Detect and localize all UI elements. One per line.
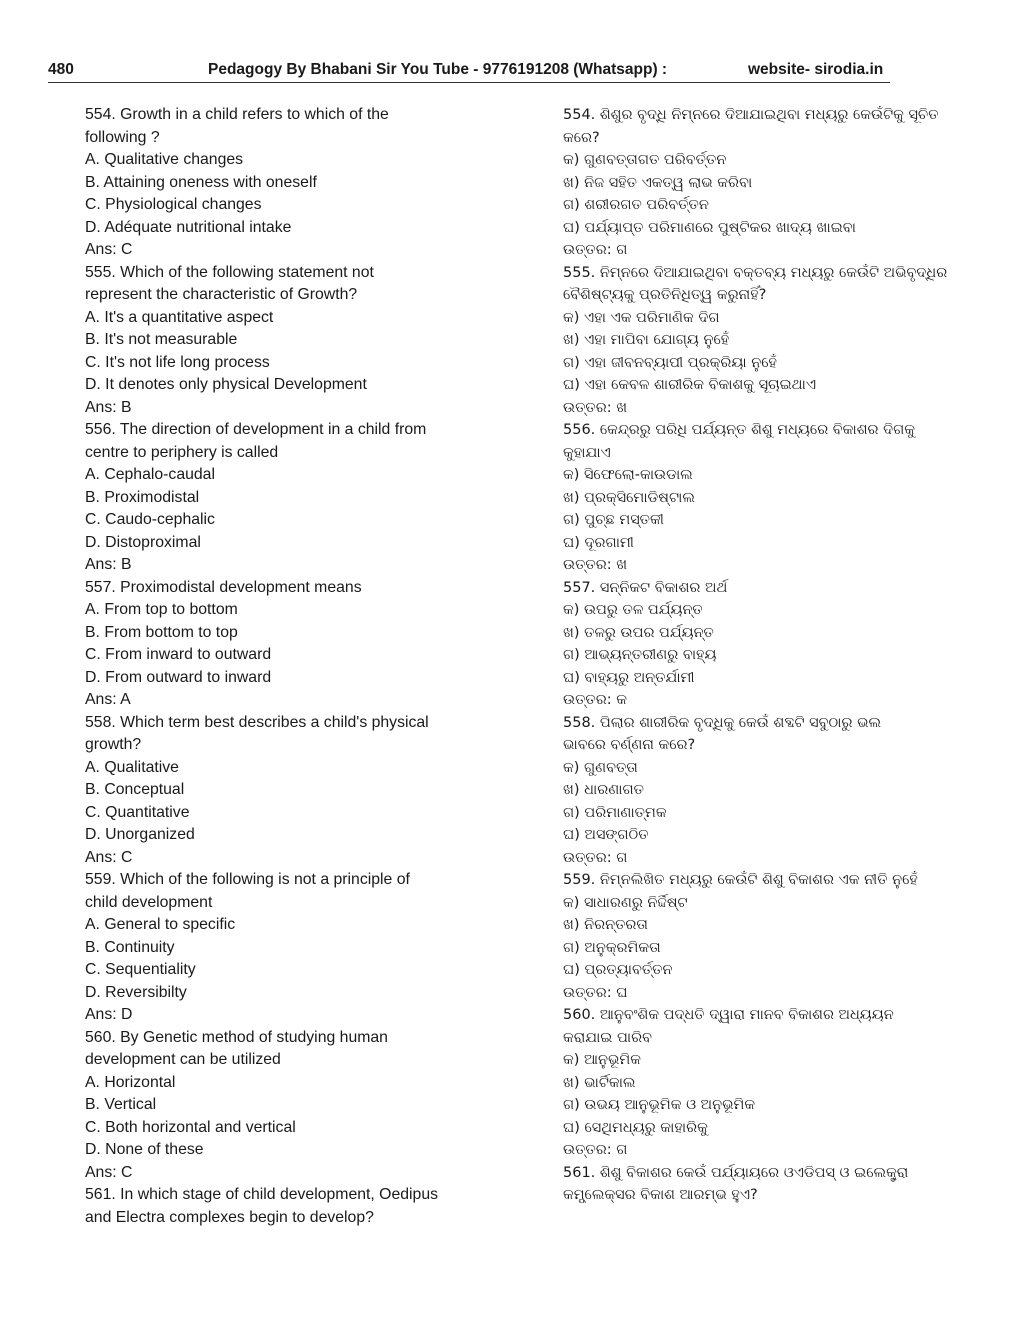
- english-text-line: represent the characteristic of Growth?: [85, 286, 358, 303]
- english-text-line: A. Qualitative changes: [85, 151, 244, 168]
- english-text-line: D. Unorganized: [85, 826, 195, 843]
- english-text-line: D. From outward to inward: [85, 668, 272, 686]
- english-text-line: 554. Growth in a child refers to which of the: [85, 106, 389, 123]
- odia-text-line: କମ୍ପ୍ଲେକ୍ସର ବିକାଶ ଆରମ୍ଭ ହୁଏ?: [563, 1187, 758, 1203]
- odia-text-line: କରାଯାଇ ପାରିବ: [563, 1029, 652, 1046]
- odia-text-line: 558. ପିଲାର ଶାରୀରିକ ବୃଦ୍ଧିକୁ କେଉଁ ଶବ୍ଦଟି ସବୁଠାରୁ ଭଲ: [563, 714, 882, 731]
- english-text-line: Ans: C: [85, 848, 133, 866]
- english-text-line: B. It's not measurable: [85, 331, 238, 348]
- english-text-line: Ans: C: [85, 241, 133, 258]
- english-text-line: B. Proximodistal: [85, 488, 200, 506]
- odia-text-line: ଭାବରେ ବର୍ଣ୍ଣନା କରେ?: [563, 737, 696, 753]
- english-text-line: centre to periphery is called: [85, 443, 279, 461]
- page-header: [48, 60, 890, 83]
- english-text-line: and Electra complexes begin to develop?: [85, 1208, 374, 1226]
- english-text-line: C. Caudo-cephalic: [85, 511, 215, 528]
- english-text-line: B. Vertical: [85, 1096, 157, 1113]
- odia-text-line: ଖ) ପ୍ରକ୍ସିମୋଡିଷ୍ଟାଲ: [563, 489, 695, 506]
- english-text-line: Ans: A: [85, 691, 131, 708]
- english-text-line: development can be utilized: [85, 1051, 281, 1068]
- odia-text-line: ଗ) ପୁଚ୍ଛ ମସ୍ତକୀ: [563, 512, 664, 528]
- english-text-line: A. General to specific: [85, 916, 236, 933]
- odia-text-line: ଖ) ଧାରଣାଗତ: [563, 782, 644, 798]
- odia-text-line: କ) ଆନୁଭୂମିକ: [563, 1052, 641, 1068]
- odia-text-line: ଖ) ତଳରୁ ଉପର ପର୍ଯ୍ୟନ୍ତ: [563, 624, 714, 641]
- odia-text-line: 557. ସନ୍ନିକଟ ବିକାଶର ଅର୍ଥ: [563, 579, 728, 596]
- odia-text-line: ବୈଶିଷ୍ଟ୍ୟକୁ ପ୍ରତିନିଧିତ୍ୱ କରୁନାହିଁ?: [563, 287, 767, 303]
- english-text-line: C. Both horizontal and vertical: [85, 1118, 296, 1136]
- odia-text-line: ଖ) ଭାର୍ଟିକାଲ: [563, 1074, 636, 1091]
- odia-text-line: 554. ଶିଶୁର ବୃଦ୍ଧି ନିମ୍ନରେ ଦିଆଯାଇଥିବା ମଧ୍ୟରୁ କେଉଁଟିକୁ ସୂଚିତ: [563, 107, 939, 123]
- english-text-line: C. Quantitative: [85, 803, 190, 821]
- odia-text-line: କ) ଉପରୁ ତଳ ପର୍ଯ୍ୟନ୍ତ: [563, 602, 703, 618]
- odia-text-line: ଖ) ନିରନ୍ତରତା: [563, 917, 648, 933]
- odia-text-line: ଗ) ଏହା ଜୀବନବ୍ୟାପୀ ପ୍ରକ୍ରିୟା ନୁହେଁ: [563, 354, 777, 371]
- english-column: [85, 104, 525, 1229]
- odia-text-line: ଖ) ନିଜ ସହିତ ଏକତ୍ୱ ଲାଭ କରିବା: [563, 174, 753, 191]
- english-text-line: A. Cephalo-caudal: [85, 466, 215, 483]
- odia-text-line: ଘ) ଏହା କେବଳ ଶାରୀରିକ ବିକାଶକୁ ସୂଚାଇଥାଏ: [563, 377, 817, 393]
- odia-text-line: 561. ଶିଶୁ ବିକାଶର କେଉଁ ପର୍ଯ୍ୟାୟରେ ଓଏଡିପସ୍ ଓ ଇଲେକ୍ଟ୍ରା: [563, 1164, 909, 1181]
- odia-text-line: ଉତ୍ତର: ଗ: [563, 242, 628, 258]
- english-text-line: Ans: B: [85, 398, 132, 416]
- odia-text-line: କ) ଏହା ଏକ ପରିମାଣିକ ଦିଗ: [563, 309, 720, 326]
- odia-text-line: କ) ସିଫେଲୋ-କାଉଡାଲ: [563, 467, 693, 483]
- english-text-line: growth?: [85, 736, 142, 753]
- english-text-line: A. Horizontal: [85, 1073, 176, 1091]
- english-text-line: following ?: [85, 128, 160, 146]
- odia-text-line: ଉତ୍ତର: ଗ: [563, 1142, 628, 1158]
- english-text-line: C. Physiological changes: [85, 196, 262, 213]
- odia-text-line: ଗ) ଉଭୟ ଆନୁଭୂମିକ ଓ ଅନୁଭୂମିକ: [563, 1097, 756, 1113]
- odia-text-line: ଘ) ପର୍ଯ୍ୟାପ୍ତ ପରିମାଣରେ ପୁଷ୍ଟିକର ଖାଦ୍ୟ ଖାଇବା: [563, 219, 856, 236]
- odia-text-line: ଉତ୍ତର: ଖ: [563, 557, 628, 573]
- english-text-line: A. From top to bottom: [85, 601, 238, 618]
- english-text-line: A. Qualitative: [85, 758, 179, 776]
- english-text-line: 559. Which of the following is not a principle of: [85, 871, 410, 888]
- odia-text-line: ଘ) ଦୂରଗାମୀ: [563, 534, 634, 551]
- odia-text-line: 559. ନିମ୍ନଲିଖିତ ମଧ୍ୟରୁ କେଉଁଟି ଶିଶୁ ବିକାଶର ଏକ ନୀତି ନୁହେଁ: [563, 872, 918, 888]
- odia-text-line: କ) ସାଧାରଣରୁ ନିର୍ଦ୍ଦିଷ୍ଟ: [563, 894, 688, 911]
- english-text-line: B. Conceptual: [85, 781, 185, 798]
- english-text-line: Ans: B: [85, 556, 132, 573]
- header-title: Pedagogy By Bhabani Sir You Tube - 9776191208 (Whatsapp) :: [208, 61, 668, 78]
- odia-text-line: ଘ) ପ୍ରତ୍ୟାବର୍ତ୍ତନ: [563, 962, 673, 978]
- odia-text-line: ଗ) ଆଭ୍ୟନ୍ତରୀଣରୁ ବାହ୍ୟ: [563, 647, 717, 663]
- english-text-line: 555. Which of the following statement not: [85, 263, 374, 281]
- page-number: 480: [48, 61, 74, 78]
- odia-text-line: ଖ) ଏହା ମାପିବା ଯୋଗ୍ୟ ନୁହେଁ: [563, 332, 730, 348]
- english-text-line: 560. By Genetic method of studying human: [85, 1028, 388, 1046]
- odia-text-line: ଉତ୍ତର: ଘ: [563, 984, 628, 1001]
- english-text-line: 558. Which term best describes a child's physical: [85, 713, 429, 731]
- english-text-line: D. Distoproximal: [85, 533, 201, 551]
- english-text-line: C. It's not life long process: [85, 353, 270, 371]
- odia-text-line: କ) ଗୁଣବତ୍ତା: [563, 759, 638, 776]
- odia-text-line: ଘ) ବାହ୍ୟରୁ ଅନ୍ତର୍ଯାମୀ: [563, 669, 695, 686]
- english-text-line: 561. In which stage of child development, Oedipus: [85, 1186, 439, 1203]
- english-text-line: C. From inward to outward: [85, 646, 272, 663]
- odia-text-line: କରେ?: [563, 129, 600, 146]
- english-text-line: 557. Proximodistal development means: [85, 578, 362, 596]
- english-text-line: B. Attaining oneness with oneself: [85, 173, 317, 191]
- english-text-line: D. Adéquate nutritional intake: [85, 218, 292, 236]
- english-text-line: Ans: C: [85, 1163, 133, 1181]
- header-website: website- sirodia.in: [748, 61, 884, 78]
- odia-text-line: 556. କେନ୍ଦ୍ରରୁ ପରିଧି ପର୍ଯ୍ୟନ୍ତ ଶିଶୁ ମଧ୍ୟରେ ବିକାଶର ଦିଗକୁ: [563, 422, 915, 438]
- english-text-line: B. From bottom to top: [85, 623, 238, 641]
- english-text-line: 556. The direction of development in a child from: [85, 421, 427, 438]
- odia-text-line: ଗ) ଶରୀରଗତ ପରିବର୍ତ୍ତନ: [563, 197, 709, 213]
- odia-text-line: ଘ) ସେଥିମଧ୍ୟରୁ କାହାରିକୁ: [563, 1119, 708, 1136]
- english-text-line: D. It denotes only physical Development: [85, 376, 367, 393]
- english-text-line: child development: [85, 893, 213, 911]
- odia-text-line: 555. ନିମ୍ନରେ ଦିଆଯାଇଥିବା ବକ୍ତବ୍ୟ ମଧ୍ୟରୁ କେଉଁଟି ଅଭିବୃଦ୍ଧିର: [563, 264, 948, 281]
- odia-text-line: କୁହାଯାଏ: [563, 444, 611, 461]
- odia-text-line: ଗ) ପରିମାଣାତ୍ମକ: [563, 804, 667, 821]
- odia-text-line: ଉତ୍ତର: କ: [563, 692, 627, 708]
- english-text-line: D. None of these: [85, 1141, 204, 1158]
- english-text-line: B. Continuity: [85, 938, 175, 956]
- english-text-line: D. Reversibilty: [85, 983, 187, 1001]
- english-text-line: A. It's a quantitative aspect: [85, 308, 274, 326]
- odia-text-line: ଉତ୍ତର: ଖ: [563, 399, 628, 416]
- english-text-line: C. Sequentiality: [85, 961, 196, 978]
- odia-text-line: ଗ) ଅନୁକ୍ରମିକତା: [563, 939, 661, 956]
- odia-text-line: 560. ଆନୁବଂଶିକ ପଦ୍ଧତି ଦ୍ୱାରା ମାନବ ବିକାଶର ଅଧ୍ୟୟନ: [563, 1007, 894, 1023]
- english-text-line: Ans: D: [85, 1006, 133, 1023]
- odia-column: [563, 104, 963, 1207]
- odia-text-line: ଉତ୍ତର: ଗ: [563, 849, 628, 866]
- odia-text-line: କ) ଗୁଣବତ୍ତାଗତ ପରିବର୍ତ୍ତନ: [563, 152, 727, 168]
- odia-text-line: ଘ) ଅସଙ୍ଗଠିତ: [563, 827, 649, 843]
